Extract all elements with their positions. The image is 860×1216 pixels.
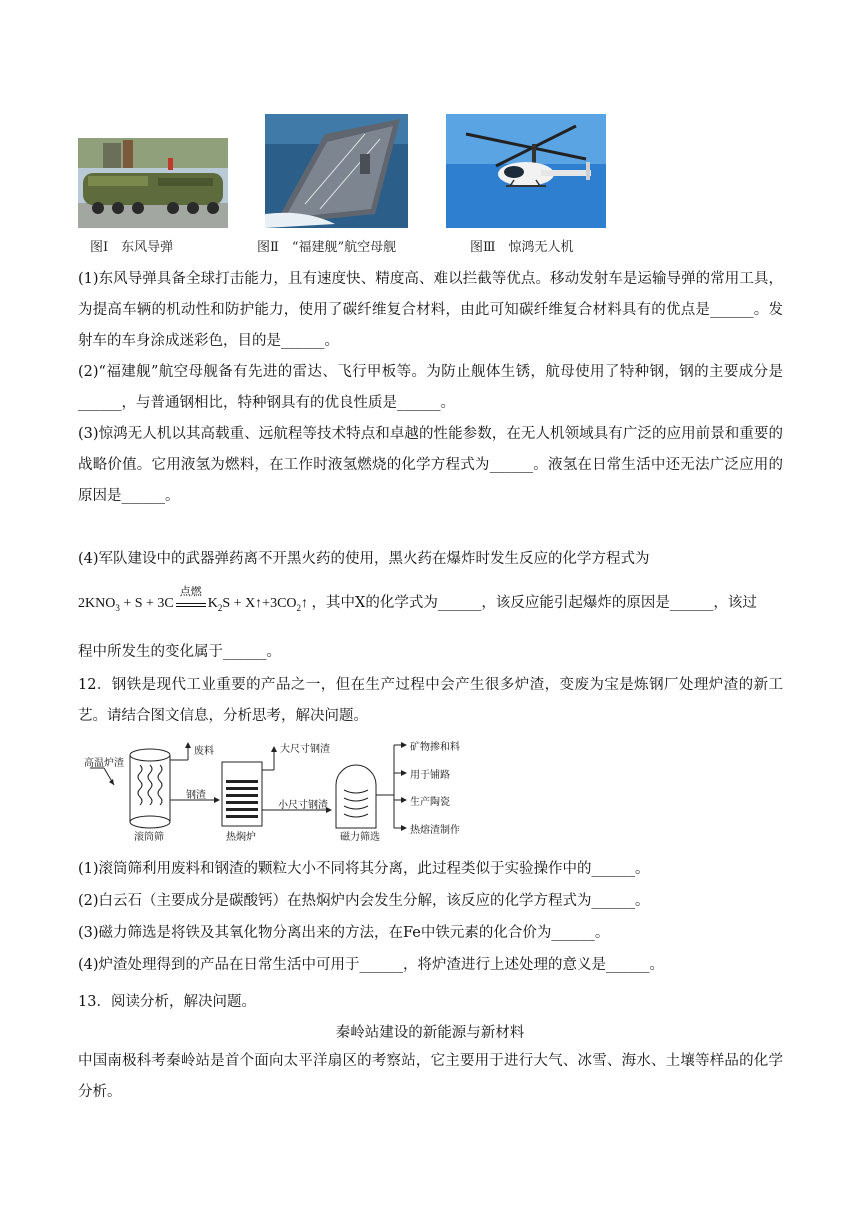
label-small-slag: 小尺寸钢渣 [278, 800, 328, 811]
reaction-condition: 点燃 [176, 597, 206, 607]
photo-fujian-carrier [265, 114, 408, 228]
photo-jinghong-drone [446, 114, 606, 228]
figure-caption-1: 图Ⅰ 东风导弹 [90, 240, 174, 255]
figure-caption-2: 图Ⅱ “福建舰”航空母舰 [257, 240, 397, 255]
label-output-4: 热熔渣制作 [410, 825, 460, 836]
q11-part2: (2)“福建舰”航空母舰备有先进的雷达、飞行甲板等。为防止舰体生锈，航母使用了特种钢，钢的主要成分是______，与普通钢相比，特种钢具有的优良性质是______。 [78, 364, 783, 411]
q13-body: 中国南极科考秦岭站是首个面向太平洋扇区的考察站，它主要用于进行大气、冰雪、海水、土壤等样品的化学分析。 [78, 1053, 783, 1100]
q13-article-title: 秦岭站建设的新能源与新材料 [335, 1025, 525, 1041]
equation-line [78, 585, 757, 619]
label-output-1: 矿物掺和料 [410, 742, 460, 753]
q11-part4-tail: ，其中X的化学式为______，该反应能引起爆炸的原因是______，该过 [311, 595, 757, 611]
label-drum-screen: 滚筒筛 [134, 832, 164, 843]
label-magnetic-screen: 磁力筛选 [340, 832, 380, 843]
q11-part4-end: 程中所发生的变化属于______。 [78, 644, 281, 660]
slag-process-diagram [78, 740, 478, 843]
q12-part2: (2)白云石（主要成分是碳酸钙）在热焖炉内会发生分解，该反应的化学方程式为______。 [78, 893, 650, 909]
q12-part1: (1)滚筒筛利用废料和钢渣的颗粒大小不同将其分离，此过程类似于实验操作中的______。 [78, 861, 650, 877]
label-output-3: 生产陶瓷 [410, 797, 450, 808]
q12-part4: (4)炉渣处理得到的产品在日常生活中可用于______，将炉渣进行上述处理的意义是______。 [78, 957, 665, 973]
q11-part3: (3)惊鸿无人机以其高载重、远航程等技术特点和卓越的性能参数，在无人机领域具有广泛的应用前景和重要的战略价值。它用液氢为燃料，在工作时液氢燃烧的化学方程式为______。液氢在日常生活中还无法广泛应用的原因是______。 [78, 426, 783, 504]
figure-caption-3: 图Ⅲ 惊鸿无人机 [470, 240, 574, 255]
q11-part4: (4)军队建设中的武器弹药离不开黑火药的使用，黑火药在爆炸时发生反应的化学方程式为 [78, 551, 650, 567]
photo-dongfeng-missile [78, 138, 228, 228]
q12-part3: (3)磁力筛选是将铁及其氧化物分离出来的方法，在Fe中铁元素的化合价为______。 [78, 925, 610, 941]
label-hot-furnace: 热焖炉 [226, 832, 256, 843]
label-output-2: 用于铺路 [410, 770, 450, 781]
label-waste: 废料 [194, 746, 214, 757]
label-steel-slag: 钢渣 [186, 790, 206, 801]
q11-part1: (1)东风导弹具备全球打击能力，且有速度快、精度高、难以拦截等优点。移动发射车是运输导弹的常用工具，为提高车辆的机动性和防护能力，使用了碳纤维复合材料，由此可知碳纤维复合材料具有的优点是______。发射车的车身涂成迷彩色，目的是______。 [78, 271, 783, 349]
q12-intro: 12．钢铁是现代工业重要的产品之一，但在生产过程中会产生很多炉渣，变废为宝是炼钢厂处理炉渣的新工艺。请结合图文信息，分析思考，解决问题。 [78, 677, 783, 724]
equation: $2KNO_3 + S + 3C$ 点燃 $K_2S$ + $X↑+3CO_2↑$ [78, 585, 309, 613]
label-high-temp-slag: 高温炉渣 [84, 758, 124, 769]
q13-intro: 13．阅读分析，解决问题。 [78, 994, 256, 1010]
label-large-slag: 大尺寸钢渣 [280, 744, 330, 755]
